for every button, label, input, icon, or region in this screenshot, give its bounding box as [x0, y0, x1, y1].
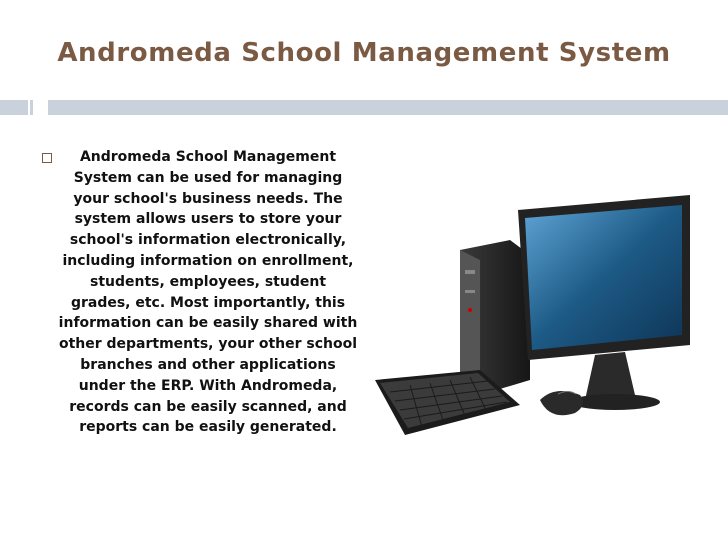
title-band-divider	[30, 100, 46, 115]
body-paragraph: Andromeda School Management System can be used for managing your school's business needs. The system allows users to store your school's information electronically, including information on enrollment, students, employees, student grades, etc. Most importantly, this information can be easily shared with other departments, your other school branches and other applications under the ERP. With Andromeda, records can be easily scanned, and reports can be easily generated.	[58, 149, 358, 436]
mouse	[540, 391, 583, 415]
monitor	[518, 195, 690, 410]
desktop-computer-icon	[360, 180, 700, 460]
title-band-left	[0, 100, 28, 115]
bullet-square-icon	[42, 153, 52, 163]
slide-title: Andromeda School Management System	[57, 38, 671, 68]
title-band-right	[48, 100, 728, 115]
